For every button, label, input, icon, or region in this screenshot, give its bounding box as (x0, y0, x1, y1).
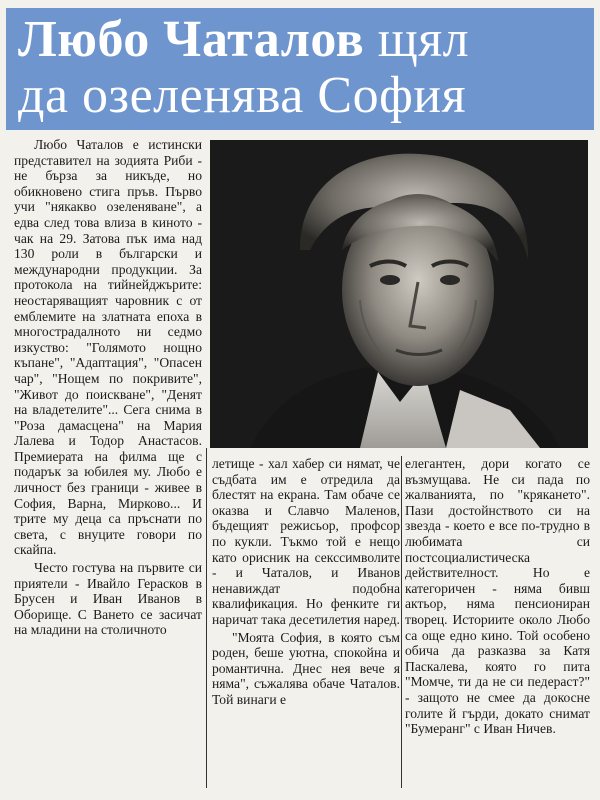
article-column-2 (212, 456, 400, 708)
article-column-3 (405, 456, 590, 737)
portrait-illustration (210, 140, 588, 448)
headline-name: Любо Чаталов (18, 11, 365, 68)
headline-line2: да озеленява София (18, 67, 467, 124)
headline-verb: щял (364, 11, 470, 68)
article-paragraph: летище - хал хабер си нямат, че съдбата им е отредила да блестят на екрана. Там обаче се оказва и Славчо Маленов, бъдещият режисьор, профсор по кукли. Тъкмо той е нещо като орисник на секссимволите - и Чаталов, и Иванов ненавиждат подобна квалификация. Но фенките ги наричат така десетилетия наред. (212, 456, 400, 627)
column-divider (401, 456, 402, 788)
portrait-photo (210, 140, 588, 448)
article-paragraph: "Моята София, в която съм роден, беше уютна, спокойна и романтична. Днес нея вече я няма", съжалява обаче Чаталов. Той винаги е (212, 629, 400, 707)
headline-banner (6, 8, 594, 130)
article-paragraph: елегантен, дори когато се възмущава. Не си пада по жалванията, по "крякането". Пази достойнството си на звезда - което е все по-трудно в любимата си постсоциалистическа действителност. Но е категоричен - няма бивш актьор, няма пенсиониран творец. Историите около Любо са още едно кино. Той особено обича да разказва за Катя Паскалева, която го пита "Момчe, ти да не си педераст?" - защото не смее да докосне голите й гърди, докато снимат "Бумеранг" с Иван Ничев. (405, 456, 590, 737)
article-paragraph: Любо Чаталов е истински представител на зодията Риби - не бърза за никъде, но обикновено стига пръв. Първо учи "някакво озеленяване", а едва след това влиза в киното - чак на 29. Затова пък има над 130 роли в български и международни продукции. За протокола на тийнейджърите: неостаряващият чаровник с от емблемите на златната епоха в многострадалното ни седмо изкуство: "Голямото нощно къпане", "Адаптация", "Опасен чар", "Нощем по покривите", "Живот до поискване", "Денят на владетелите"... Сега снима в "Роза дамасцена" на Мария Лалева и Тодор Анастасов. Премиерата на филма ще с подарък за юбилея му. Любо е личност без граници - живее в София, Варна, Мирково... И трите му деца са пръснати по света, с внуците говори по скайпа. (14, 137, 202, 558)
article-paragraph: Често гостува на първите си приятели - Ивайло Герасков в Брусен и Иван Иванов в Оборище. С Ването се засичат на младини на столичното (14, 560, 202, 638)
headline (18, 12, 586, 124)
article-column-1 (14, 137, 202, 638)
column-divider (206, 448, 207, 788)
